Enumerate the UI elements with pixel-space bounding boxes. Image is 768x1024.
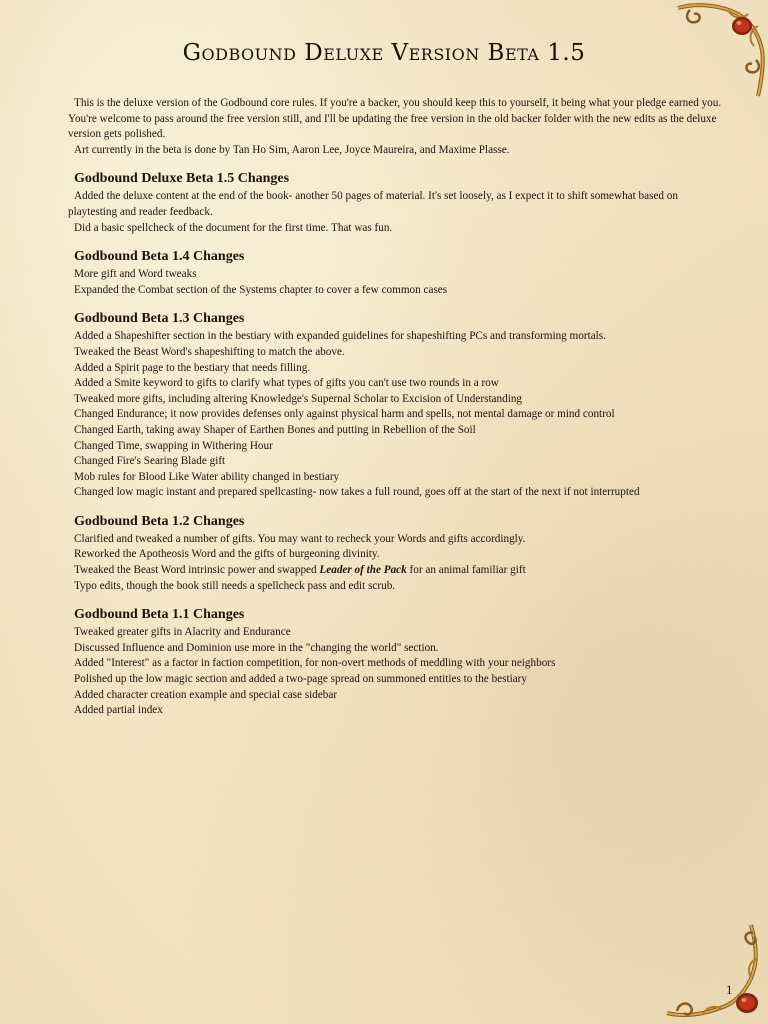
changes-section [68,248,724,298]
list-item: Clarified and tweaked a number of gifts. You may want to recheck your Words and gifts accordingly. [74,532,526,545]
list-item: Typo edits, though the book still needs a spellcheck pass and edit scrub. [74,579,396,592]
changes-section [68,170,724,236]
list-item: Polished up the low magic section and added a two-page spread on summoned entities to the bestiary [74,673,527,686]
list-item: Expanded the Combat section of the Systems chapter to cover a few common cases [74,283,448,296]
list-item: Tweaked greater gifts in Alacrity and Endurance [74,626,291,639]
list-item: Changed low magic instant and prepared spellcasting- now takes a full round, goes off at the start of the next if not interrupted [74,486,640,499]
section-heading: Godbound Beta 1.1 Changes [74,607,245,623]
intro-paragraph: Art currently in the beta is done by Tan Ho Sim, Aaron Lee, Joyce Maureira, and Maxime Plasse. [74,143,510,156]
list-item: Changed Endurance; it now provides defenses only against physical harm and spells, not mental damage or mind control [74,408,615,421]
list-item: Added a Spirit page to the bestiary that needs filling. [74,361,311,374]
section-heading: Godbound Beta 1.3 Changes [74,311,245,327]
changes-section [68,310,724,501]
list-item: Changed Time, swapping in Withering Hour [74,439,273,452]
list-item: Mob rules for Blood Like Water ability changed in bestiary [74,470,340,483]
list-item-text: Tweaked the Beast Word intrinsic power and swapped [74,564,320,577]
list-item: Discussed Influence and Dominion use more in the "changing the world" section. [74,641,439,654]
list-item: Added partial index [74,704,163,717]
section-heading: Godbound Deluxe Beta 1.5 Changes [74,171,290,187]
gift-name-emphasis: Leader of the Pack [319,564,407,577]
list-item: Reworked the Apotheosis Word and the gifts of burgeoning divinity. [74,548,380,561]
page-title: Godbound Deluxe Version Beta 1.5 [182,40,586,66]
list-item: Added the deluxe content at the end of the book- another 50 pages of material. It's set loosely, as I expect it to shift somewhat based on playtesting and reader feedback. [68,190,678,218]
list-item: Added "Interest" as a factor in faction competition, for non-overt methods of meddling with your neighbors [74,657,556,670]
list-item: Tweaked the Beast Word's shapeshifting to match the above. [74,345,345,358]
changes-section [68,606,724,719]
document-body [68,96,724,719]
list-item: Did a basic spellcheck of the document for the first time. That was fun. [74,221,393,234]
list-item: Changed Earth, taking away Shaper of Earthen Bones and putting in Rebellion of the Soil [74,423,476,436]
page-number: 1 [726,982,733,997]
section-heading: Godbound Beta 1.2 Changes [74,513,245,529]
changes-section [68,513,724,594]
list-item: Added a Shapeshifter section in the bestiary with expanded guidelines for shapeshifting PCs and transforming mortals. [74,330,606,343]
list-item: Added character creation example and special case sidebar [74,688,338,701]
list-item: Changed Fire's Searing Blade gift [74,455,226,468]
section-heading: Godbound Beta 1.4 Changes [74,249,245,265]
intro-paragraph: This is the deluxe version of the Godbound core rules. If you're a backer, you should keep this to yourself, it being what your pledge earned you. You're welcome to pass around the free version still, and I'll be updating the free version in the old backer folder with the new edits as the deluxe version gets polished. [68,97,722,141]
list-item [74,563,724,579]
list-item: Tweaked more gifts, including altering Knowledge's Supernal Scholar to Excision of Understanding [74,392,523,405]
list-item: Added a Smite keyword to gifts to clarify what types of gifts you can't use two rounds in a row [74,377,499,390]
list-item-text: for an animal familiar gift [406,564,526,577]
corner-ornament-bottom-right [663,919,768,1024]
list-item: More gift and Word tweaks [74,268,197,281]
